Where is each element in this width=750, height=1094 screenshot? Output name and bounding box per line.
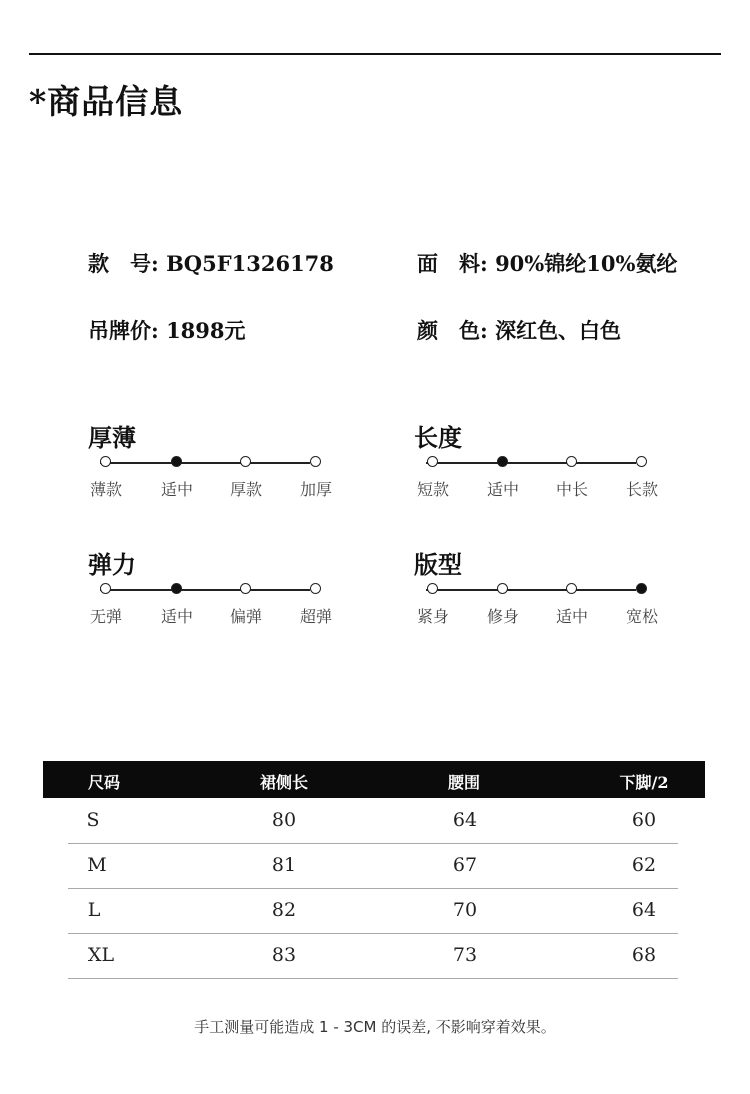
scale-option: 偏弹	[229, 607, 263, 626]
scale-option: 宽松	[625, 607, 659, 626]
attr-heading: 版型	[414, 551, 462, 579]
attr-thickness	[88, 418, 348, 499]
scale-dot	[497, 456, 508, 467]
top-divider	[29, 53, 721, 55]
attr-scale	[88, 581, 348, 599]
table-cell: S	[86, 809, 100, 831]
column-header: 尺码	[87, 773, 121, 792]
scale-option: 短款	[416, 480, 450, 499]
scale-option: 适中	[160, 607, 194, 626]
scale-dot	[497, 583, 508, 594]
column-header: 腰围	[447, 773, 481, 792]
measurement-note: 手工测量可能造成 1 - 3CM 的误差, 不影响穿着效果。	[194, 1018, 556, 1036]
scale-dot	[310, 583, 321, 594]
column-header: 裙侧长	[259, 773, 309, 792]
scale-option: 紧身	[416, 607, 450, 626]
scale-option: 适中	[486, 480, 520, 499]
table-row	[68, 843, 678, 889]
table-cell: 83	[271, 944, 297, 966]
scale-option: 长款	[625, 480, 659, 499]
scale-dot	[100, 583, 111, 594]
table-cell: 70	[452, 899, 478, 921]
scale-option: 加厚	[299, 480, 333, 499]
attr-scale	[414, 454, 674, 472]
table-cell: 60	[631, 809, 657, 831]
table-row	[68, 798, 678, 844]
table-cell: 62	[631, 854, 657, 876]
table-cell: XL	[87, 944, 115, 966]
scale-dot	[427, 456, 438, 467]
attr-heading: 厚薄	[88, 424, 136, 452]
scale-option: 薄款	[89, 480, 123, 499]
scale-option: 中长	[555, 480, 589, 499]
scale-dot	[636, 583, 647, 594]
scale-dot	[636, 456, 647, 467]
attr-heading: 弹力	[88, 551, 136, 579]
attr-scale	[414, 581, 674, 599]
attr-fit	[414, 545, 674, 626]
table-cell: 64	[452, 809, 478, 831]
scale-dot	[566, 583, 577, 594]
table-cell: L	[87, 899, 101, 921]
table-cell: 67	[452, 854, 478, 876]
scale-option: 无弹	[89, 607, 123, 626]
scale-option: 修身	[486, 607, 520, 626]
table-cell: 80	[271, 809, 297, 831]
tag-price: 吊牌价: 1898元	[88, 318, 246, 343]
style-number: 款 号: BQ5F1326178	[88, 251, 334, 276]
attr-length	[414, 418, 674, 499]
column-header: 下脚/2	[619, 773, 669, 792]
size-table-header	[43, 761, 705, 798]
scale-dot	[427, 583, 438, 594]
color-info: 颜 色: 深红色、白色	[417, 318, 622, 343]
attr-scale	[88, 454, 348, 472]
scale-option: 厚款	[229, 480, 263, 499]
table-row	[68, 933, 678, 979]
page-title: *商品信息	[29, 82, 184, 121]
table-row	[68, 888, 678, 934]
scale-dot	[171, 456, 182, 467]
scale-option: 超弹	[299, 607, 333, 626]
scale-option: 适中	[160, 480, 194, 499]
table-cell: 64	[631, 899, 657, 921]
scale-dot	[171, 583, 182, 594]
scale-dot	[100, 456, 111, 467]
scale-dot	[566, 456, 577, 467]
scale-dot	[310, 456, 321, 467]
table-cell: 68	[631, 944, 657, 966]
table-cell: 81	[271, 854, 297, 876]
attr-elasticity	[88, 545, 348, 626]
fabric-info: 面 料: 90%锦纶10%氨纶	[417, 251, 678, 276]
attr-heading: 长度	[414, 424, 462, 452]
scale-option: 适中	[555, 607, 589, 626]
table-cell: 82	[271, 899, 297, 921]
table-cell: M	[87, 854, 107, 876]
table-cell: 73	[452, 944, 478, 966]
scale-dot	[240, 456, 251, 467]
scale-dot	[240, 583, 251, 594]
